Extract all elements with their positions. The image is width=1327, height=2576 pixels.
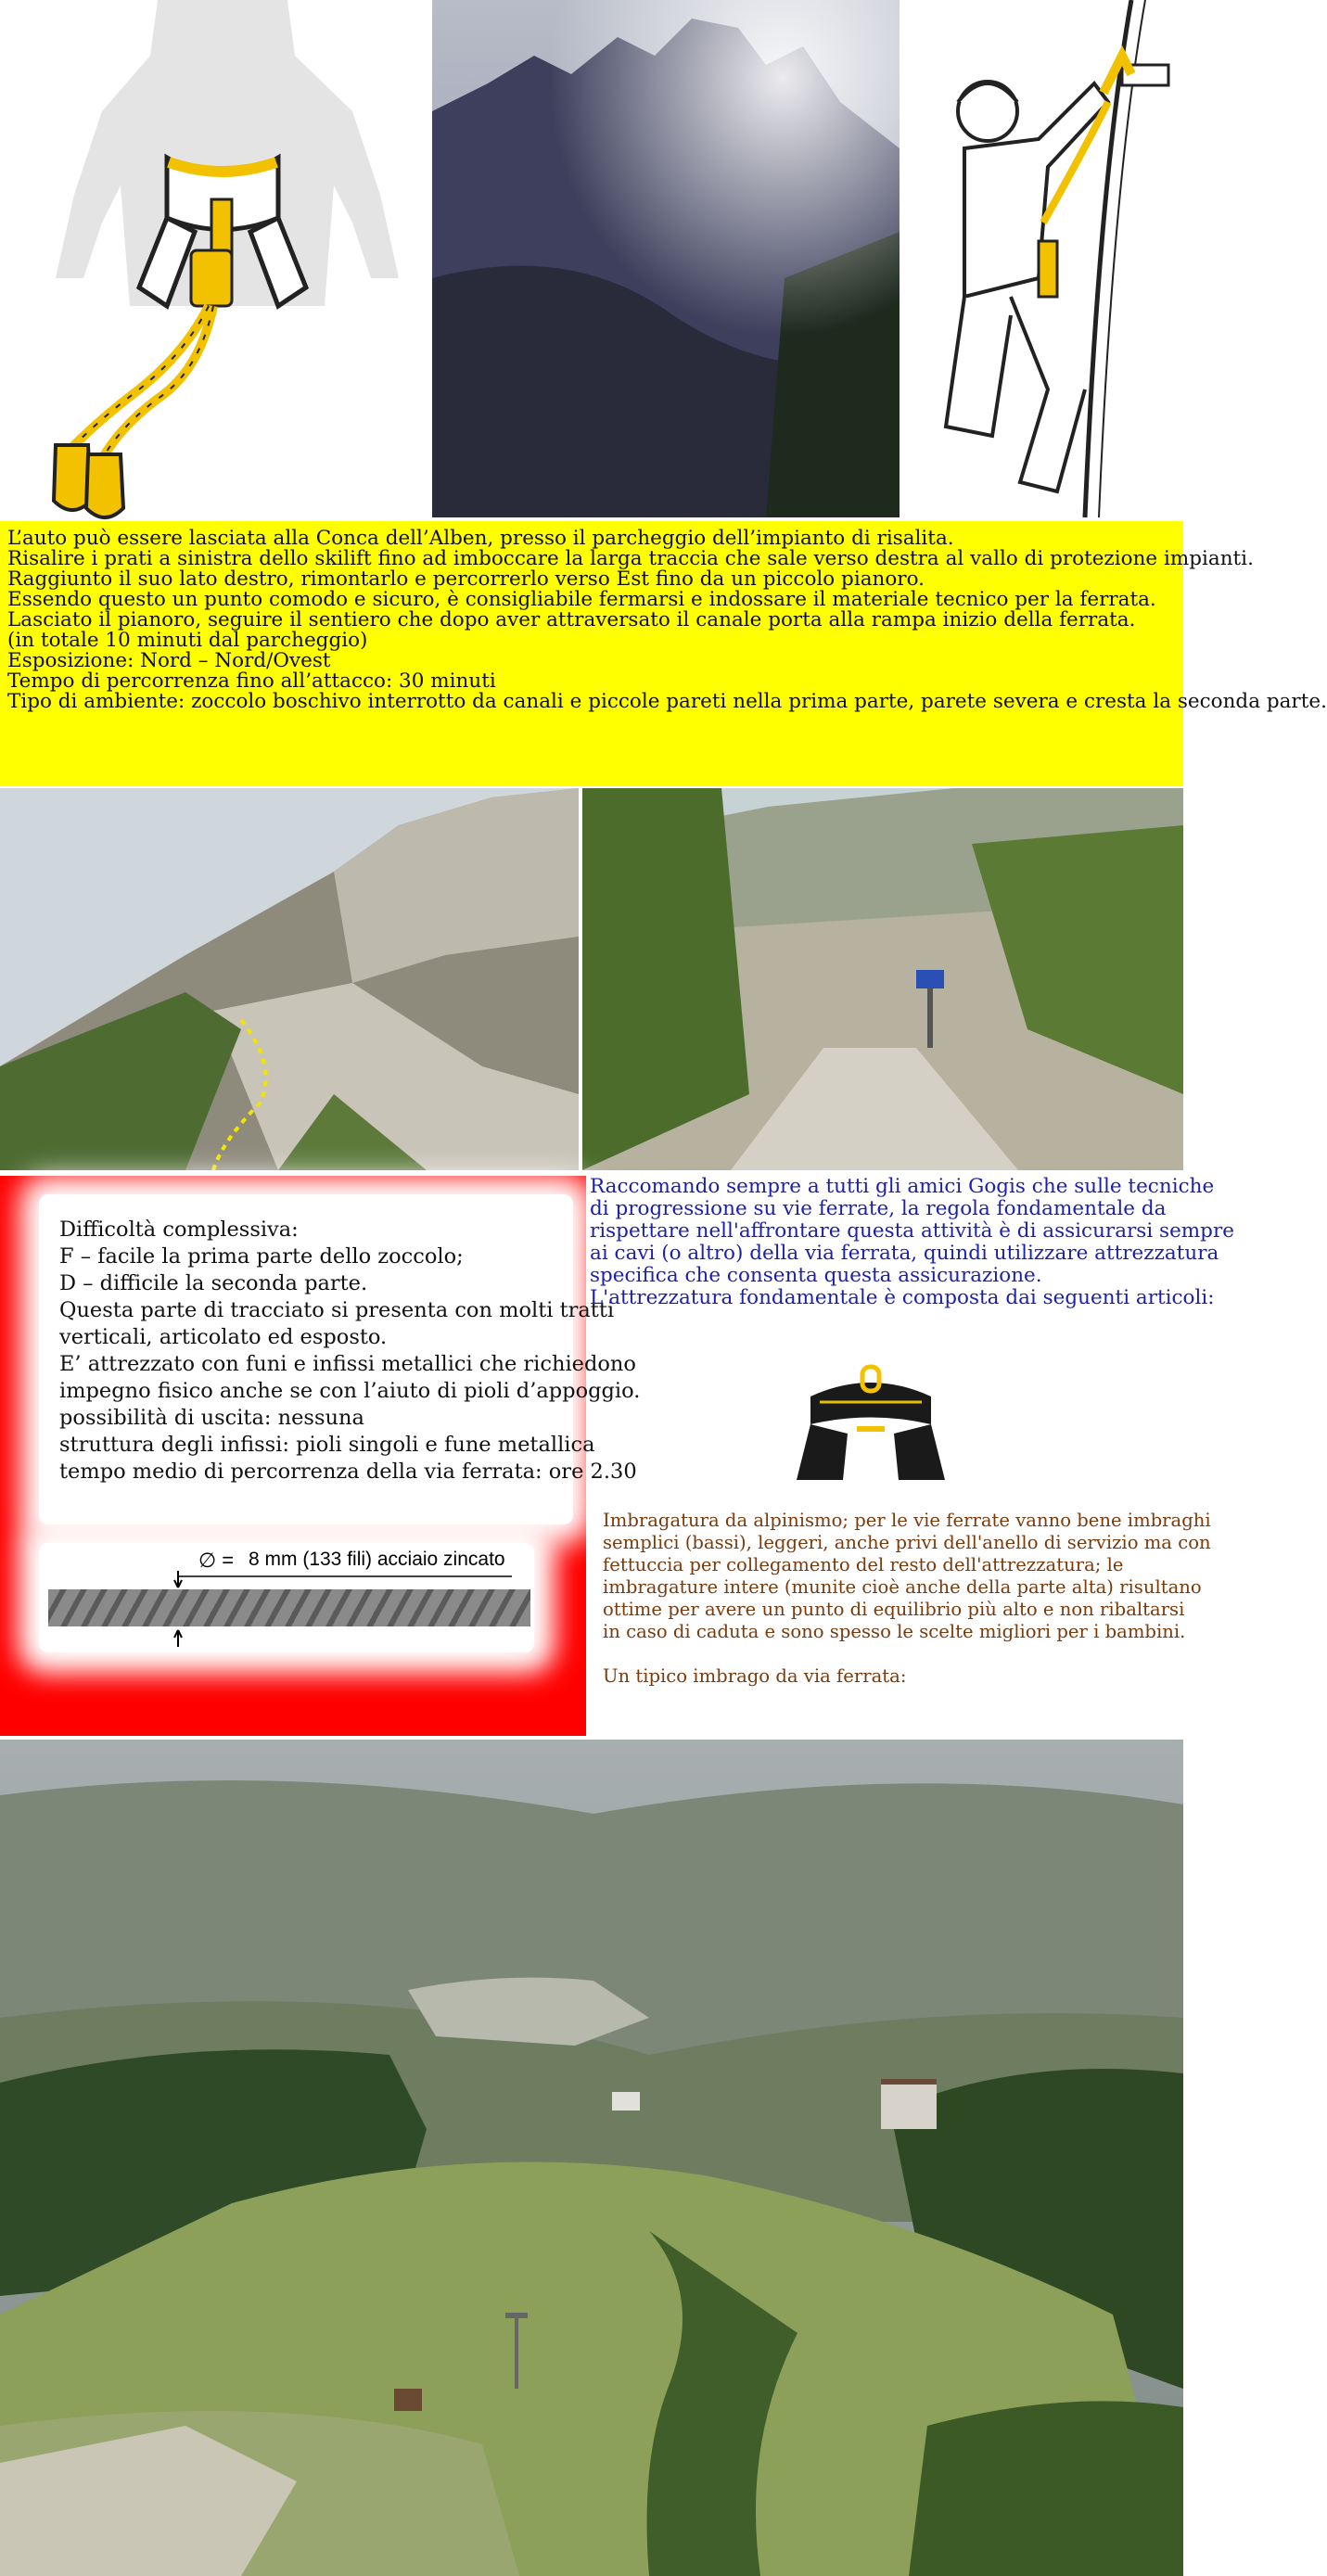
intro-line: Lasciato il pianoro, seguire il sentiero che dopo aver attraversato il canale porta alla rampa inizio della ferrata. xyxy=(7,608,1136,631)
gear-line: L'attrezzatura fondamentale è composta dai seguenti articoli: xyxy=(590,1286,1215,1309)
intro-line: Risalire i prati a sinistra dello skilift fino ad imboccare la larga traccia che sale verso destra al vallo di protezione impianti. xyxy=(7,547,1254,570)
difficulty-line: D – difficile la seconda parte. xyxy=(59,1271,368,1295)
difficulty-line: impegno fisico anche se con l’aiuto di pioli d’appoggio. xyxy=(59,1379,641,1403)
difficulty-line: E’ attrezzato con funi e infissi metallici che richiedono xyxy=(59,1352,636,1376)
intro-line: (in totale 10 minuti dal parcheggio) xyxy=(7,629,368,652)
harness-caption: Un tipico imbrago da via ferrata: xyxy=(603,1665,907,1687)
exit-line: possibilità di uscita: nessuna xyxy=(59,1406,364,1430)
duration-line: tempo medio di percorrenza della via ferrata: ore 2.30 xyxy=(59,1460,637,1484)
intro-line: Essendo questo un punto comodo e sicuro, è consigliabile fermarsi e indossare il materiale tecnico per la ferrata. xyxy=(7,588,1156,611)
difficulty-title: Difficoltà complessiva: xyxy=(59,1218,299,1242)
difficulty-line: Questa parte di tracciato si presenta con molti tratti xyxy=(59,1298,615,1322)
difficulty-panel xyxy=(39,1194,641,1524)
harness-line: semplici (bassi), leggeri, anche privi dell'anello di servizio ma con xyxy=(603,1532,1211,1553)
harness-description xyxy=(603,1510,1211,1688)
gear-recommendation xyxy=(590,1175,1234,1309)
gear-line: di progressione su vie ferrate, la regola fondamentale da xyxy=(590,1197,1167,1220)
intro-line: Raggiunto il suo lato destro, rimontarlo e percorrerlo verso Est fino da un piccolo pianoro. xyxy=(7,567,925,591)
gear-line: specifica che consenta questa assicurazione. xyxy=(590,1264,1042,1287)
harness-line: ottime per avere un punto di equilibrio più alto e non ribaltarsi xyxy=(603,1599,1185,1620)
harness-photo xyxy=(792,1359,950,1486)
harness-line: Imbragatura da alpinismo; per le vie ferrate vanno bene imbraghi xyxy=(603,1510,1211,1531)
trail-signpost-photo xyxy=(582,788,1183,1170)
intro-line: L’auto può essere lasciata alla Conca dell’Alben, presso il parcheggio dell’impianto di risalita. xyxy=(7,527,954,550)
ridge-trail-photo xyxy=(0,788,579,1170)
cable-spec-label: 8 mm (133 fili) acciaio zincato xyxy=(249,1549,505,1570)
exposure-line: Esposizione: Nord – Nord/Ovest xyxy=(7,649,331,672)
climber-illustration xyxy=(909,0,1183,517)
gear-line: ai cavi (o altro) della via ferrata, quindi utilizzare attrezzatura xyxy=(590,1242,1219,1265)
gear-line: Raccomando sempre a tutti gli amici Gogis che sulle tecniche xyxy=(590,1175,1215,1198)
harness-lanyard-illustration xyxy=(0,0,427,517)
gear-line: rispettare nell'affrontare questa attività è di assicurarsi sempre xyxy=(590,1219,1234,1243)
approach-time-line: Tempo di percorrenza fino all’attacco: 30 minuti xyxy=(7,670,496,693)
difficulty-line: verticali, articolato ed esposto. xyxy=(59,1325,388,1349)
mountain-photo xyxy=(432,0,900,517)
environment-line: Tipo di ambiente: zoccolo boschivo interrotto da canali e piccole pareti nella prima parte, parete severa e cresta la seconda parte. xyxy=(7,690,1327,713)
harness-line: imbragature intere (munite cioè anche della parte alta) risultano xyxy=(603,1576,1202,1598)
diameter-symbol: ∅ = xyxy=(198,1549,235,1572)
top-images-row xyxy=(0,0,1183,517)
fixtures-line: struttura degli infissi: pioli singoli e fune metallica xyxy=(59,1433,595,1457)
access-info-panel xyxy=(0,521,1327,786)
cable-diagram xyxy=(39,1543,534,1652)
valley-panorama-photo xyxy=(0,1740,1183,2576)
difficulty-line: F – facile la prima parte dello zoccolo; xyxy=(59,1244,464,1269)
harness-line: fettuccia per collegamento del resto dell'attrezzatura; le xyxy=(603,1554,1124,1575)
harness-line: in caso di caduta e sono spesso le scelte migliori per i bambini. xyxy=(603,1621,1186,1642)
